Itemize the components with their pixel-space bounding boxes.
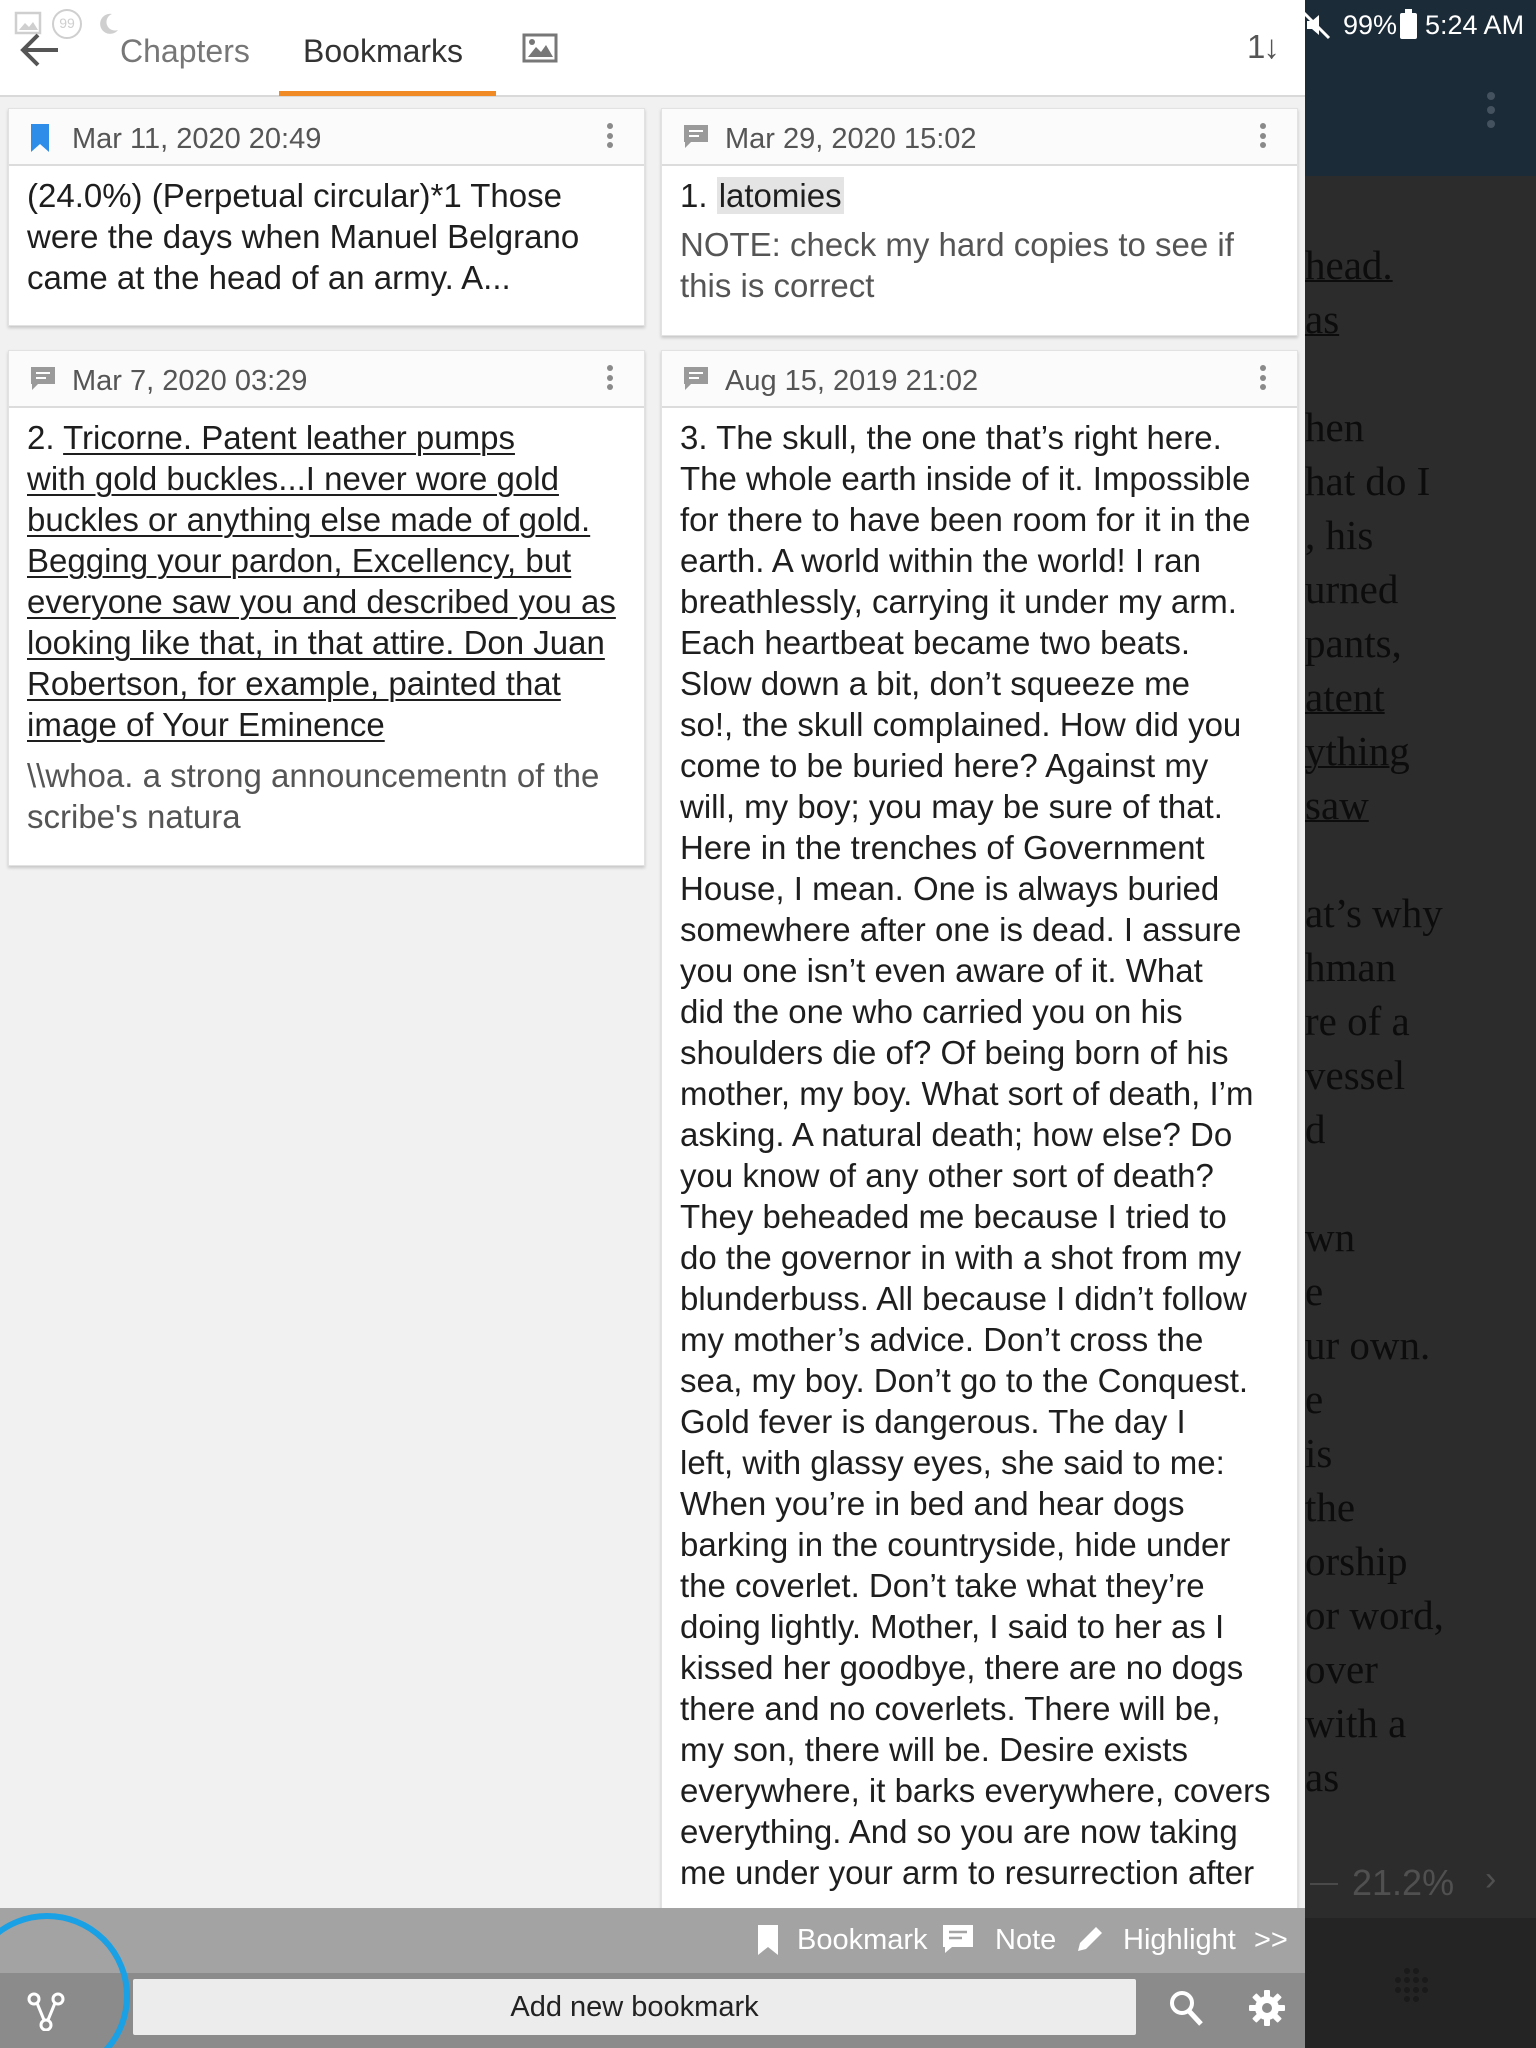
search-icon[interactable] (1168, 1989, 1204, 2027)
underlined-text: looking like that, in that attire. Don Juan (27, 624, 605, 661)
card-text (680, 417, 1285, 1893)
reader-text-fragment: e (1305, 1268, 1324, 1314)
moon-icon (98, 12, 120, 36)
card-text-line: everything. And so you are now taking (680, 1813, 1238, 1850)
battery-icon (1400, 13, 1417, 39)
card-text-line (680, 175, 1285, 216)
reader-text-fragment: is (1305, 1430, 1333, 1476)
reader-text-line (1305, 940, 1536, 994)
reader-text-fragment: d (1305, 1106, 1326, 1152)
card-note-line: \\whoa. a strong announcementn of the (27, 757, 600, 794)
note-icon[interactable] (941, 1923, 975, 1955)
highlight-action[interactable]: Highlight (1123, 1924, 1236, 1956)
card-text-line: Gold fever is dangerous. The day I (680, 1403, 1186, 1440)
reader-text-fragment: or word, (1305, 1592, 1444, 1638)
card-date: Mar 7, 2020 03:29 (72, 365, 308, 397)
card-text-line: will, my boy; you may be sure of that. (680, 788, 1223, 825)
card-text-line: House, I mean. One is always buried (680, 870, 1220, 907)
image-icon[interactable] (522, 33, 558, 63)
reader-text-line (1305, 1642, 1536, 1696)
mute-icon (1301, 10, 1333, 40)
active-tab-indicator (279, 91, 496, 96)
card-text (27, 417, 632, 837)
card-header (662, 351, 1297, 408)
card-text-line: come to be buried here? Against my (680, 747, 1209, 784)
card-text-line: there and no coverlets. There will be, (680, 1690, 1221, 1727)
card-text-line: my son, there will be. Desire exists (680, 1731, 1189, 1768)
reader-text-fragment: at’s why (1305, 890, 1443, 936)
reader-text-line (1305, 616, 1536, 670)
reader-text-line (1305, 1048, 1536, 1102)
bookmark-icon[interactable] (756, 1923, 780, 1957)
card-menu-icon[interactable] (1259, 365, 1267, 393)
card-date: Mar 29, 2020 15:02 (725, 123, 977, 155)
note-icon (682, 364, 710, 392)
reader-text-line (1305, 1156, 1536, 1210)
reader-text-fragment: over (1305, 1646, 1378, 1692)
reader-text-line (1305, 1696, 1536, 1750)
reader-text-line (1305, 1318, 1536, 1372)
reader-text-line (1305, 778, 1536, 832)
reader-text-line (1305, 1102, 1536, 1156)
bookmark-icon (29, 122, 51, 154)
card-text-line (27, 581, 632, 622)
card-text-line: barking in the countryside, hide under (680, 1526, 1231, 1563)
reader-text-fragment: head. (1305, 242, 1393, 288)
reader-text-fragment: as (1305, 1754, 1340, 1800)
underlined-text: image of Your Eminence (27, 706, 385, 743)
more-actions-button[interactable]: >> (1254, 1924, 1288, 1956)
reader-text-line (1305, 1534, 1536, 1588)
reader-bottom-bar (1305, 1918, 1536, 2048)
reader-text-line (1305, 886, 1536, 940)
card-menu-icon[interactable] (1259, 123, 1267, 151)
reader-text-line (1305, 1588, 1536, 1642)
reader-text-line (1305, 724, 1536, 778)
reader-text-line (1305, 1264, 1536, 1318)
reader-text-line (1305, 994, 1536, 1048)
card-menu-icon[interactable] (606, 365, 614, 393)
sort-button[interactable]: 1↓ (1247, 28, 1278, 65)
note-icon (682, 122, 710, 150)
card-text-line: (24.0%) (Perpetual circular)*1 Those (27, 177, 562, 214)
note-card[interactable] (661, 108, 1298, 336)
underlined-text: buckles or anything else made of gold. (27, 501, 591, 538)
share-icon[interactable] (26, 1991, 66, 2031)
card-header (9, 351, 644, 408)
card-date: Mar 11, 2020 20:49 (72, 123, 322, 155)
card-text-line: Each heartbeat became two beats. (680, 624, 1190, 661)
add-bookmark-button[interactable]: Add new bookmark (133, 1979, 1136, 2035)
reader-page-text (1305, 238, 1536, 1804)
reader-text-line (1305, 400, 1536, 454)
reader-text-fragment: vessel (1305, 1052, 1406, 1098)
chevron-right-icon[interactable]: › (1485, 1860, 1497, 1898)
clock: 5:24 AM (1425, 10, 1525, 40)
underlined-text: with gold buckles...I never wore gold (27, 460, 559, 497)
card-note-line: scribe's natura (27, 798, 241, 835)
reader-text-fragment: as (1305, 296, 1340, 342)
card-text-line: asking. A natural death; how else? Do (680, 1116, 1233, 1153)
reader-text-line (1305, 292, 1536, 346)
note-action[interactable]: Note (995, 1924, 1057, 1956)
card-text-line: shoulders die of? Of being born of his (680, 1034, 1229, 1071)
grid-dots-icon[interactable] (1395, 1968, 1429, 2002)
back-arrow-icon[interactable] (18, 30, 62, 70)
reader-text-line (1305, 832, 1536, 886)
card-text (680, 175, 1285, 306)
note-icon (29, 364, 57, 392)
card-text-line (27, 417, 632, 458)
card-text-line: you one isn’t even aware of it. What (680, 952, 1203, 989)
action-bar (0, 1908, 1305, 1973)
reader-text-line (1305, 238, 1536, 292)
reader-progress (1305, 1856, 1536, 1912)
reader-text-fragment: saw (1305, 782, 1369, 828)
reader-text-fragment: hat do I (1305, 458, 1431, 504)
card-text-line (27, 499, 632, 540)
card-text-line: When you’re in bed and hear dogs (680, 1485, 1185, 1522)
panel-header (0, 0, 1305, 97)
card-text-line: came at the head of an army. A... (27, 259, 511, 296)
card-note-line: NOTE: check my hard copies to see if (680, 226, 1234, 263)
card-text-line: were the days when Manuel Belgrano (27, 218, 580, 255)
note-card[interactable] (8, 350, 645, 866)
card-text-line: my mother’s advice. Don’t cross the (680, 1321, 1204, 1358)
reader-text-fragment: ything (1305, 728, 1410, 774)
card-text-line: mother, my boy. What sort of death, I’m (680, 1075, 1254, 1112)
card-text-line (27, 704, 632, 745)
battery-percent: 99% (1343, 10, 1398, 40)
reader-text-fragment: the (1305, 1484, 1356, 1530)
card-header (662, 109, 1297, 166)
card-note-line: this is correct (680, 267, 875, 304)
bottom-bar (0, 1973, 1305, 2048)
underlined-text: Begging your pardon, Excellency, but (27, 542, 572, 579)
reader-text-line (1305, 346, 1536, 400)
card-text-line: kissed her goodbye, there are no dogs (680, 1649, 1244, 1686)
reader-text-line (1305, 508, 1536, 562)
reader-text-line (1305, 454, 1536, 508)
card-text-line (27, 458, 632, 499)
card-text-line (27, 540, 632, 581)
card-text-line: did the one who carried you on his (680, 993, 1183, 1030)
card-text-line: somewhere after one is dead. I assure (680, 911, 1242, 948)
bookmark-card[interactable] (8, 108, 645, 326)
reader-text-fragment: hen (1305, 404, 1365, 450)
card-text-line: you know of any other sort of death? (680, 1157, 1214, 1194)
card-text-line: for there to have been room for it in the (680, 501, 1251, 538)
card-text-line: They beheaded me because I tried to (680, 1198, 1227, 1235)
card-text-line: sea, my boy. Don’t go to the Conquest. (680, 1362, 1249, 1399)
reader-text-line (1305, 1426, 1536, 1480)
card-text-line: do the governor in with a shot from my (680, 1239, 1242, 1276)
card-date: Aug 15, 2019 21:02 (725, 365, 979, 397)
card-menu-icon[interactable] (606, 123, 614, 151)
bookmark-action[interactable]: Bookmark (797, 1924, 928, 1956)
reader-text-line (1305, 1480, 1536, 1534)
card-text-line: everywhere, it barks everywhere, covers (680, 1772, 1271, 1809)
card-text-line: Here in the trenches of Government (680, 829, 1205, 866)
card-text-line: doing lightly. Mother, I said to her as I (680, 1608, 1225, 1645)
pencil-icon[interactable] (1074, 1923, 1106, 1955)
card-text-line: blunderbuss. All because I didn’t follow (680, 1280, 1247, 1317)
reader-text-fragment: with a (1305, 1700, 1407, 1746)
underlined-text: Tricorne. Patent leather pumps (63, 419, 515, 456)
reader-text-fragment: wn (1305, 1214, 1356, 1260)
card-text-line: Slow down a bit, don’t squeeze me (680, 665, 1190, 702)
tab-bookmarks[interactable]: Bookmarks (303, 33, 464, 69)
notification-count-badge: 99 (52, 9, 82, 39)
card-text-line: earth. A world within the world! I ran (680, 542, 1201, 579)
reader-background (1305, 0, 1536, 2048)
card-text-line: the coverlet. Don’t take what they’re (680, 1567, 1205, 1604)
card-header (9, 109, 644, 166)
reader-text-fragment: atent (1305, 674, 1385, 720)
card-text-line: me under your arm to resurrection after (680, 1854, 1255, 1891)
card-text-line: left, with glassy eyes, she said to me: (680, 1444, 1225, 1481)
card-text-line (27, 622, 632, 663)
reader-text-line (1305, 562, 1536, 616)
reading-progress-percent: 21.2% (1352, 1862, 1455, 1903)
underlined-text: everyone saw you and described you as (27, 583, 616, 620)
status-bar (1265, 0, 1536, 50)
card-text (27, 175, 632, 298)
reader-text-line (1305, 1210, 1536, 1264)
underlined-text: Robertson, for example, painted that (27, 665, 561, 702)
highlighted-text: latomies (718, 177, 842, 214)
card-number: 2. (27, 419, 55, 456)
reader-text-fragment: orship (1305, 1538, 1408, 1584)
tab-chapters[interactable]: Chapters (120, 33, 250, 69)
gear-icon[interactable] (1248, 1989, 1286, 2027)
reader-text-fragment: urned (1305, 566, 1399, 612)
note-card[interactable] (661, 350, 1298, 1910)
reader-text-line (1305, 1750, 1536, 1804)
reader-text-fragment: re of a (1305, 998, 1410, 1044)
card-number: 1. (680, 177, 708, 214)
card-text-line: so!, the skull complained. How did you (680, 706, 1242, 743)
card-text-line: The whole earth inside of it. Impossible (680, 460, 1251, 497)
reader-text-fragment: hman (1305, 944, 1397, 990)
reader-text-fragment: pants, (1305, 620, 1402, 666)
reader-text-fragment: ur own. (1305, 1322, 1431, 1368)
card-text-line: 3. The skull, the one that’s right here. (680, 419, 1222, 456)
reader-text-fragment: e (1305, 1376, 1324, 1422)
card-text-line (27, 663, 632, 704)
reader-text-fragment: , his (1305, 512, 1374, 558)
reader-text-line (1305, 670, 1536, 724)
reader-text-line (1305, 1372, 1536, 1426)
card-text-line: breathlessly, carrying it under my arm. (680, 583, 1237, 620)
overflow-menu-icon[interactable] (1486, 92, 1496, 132)
